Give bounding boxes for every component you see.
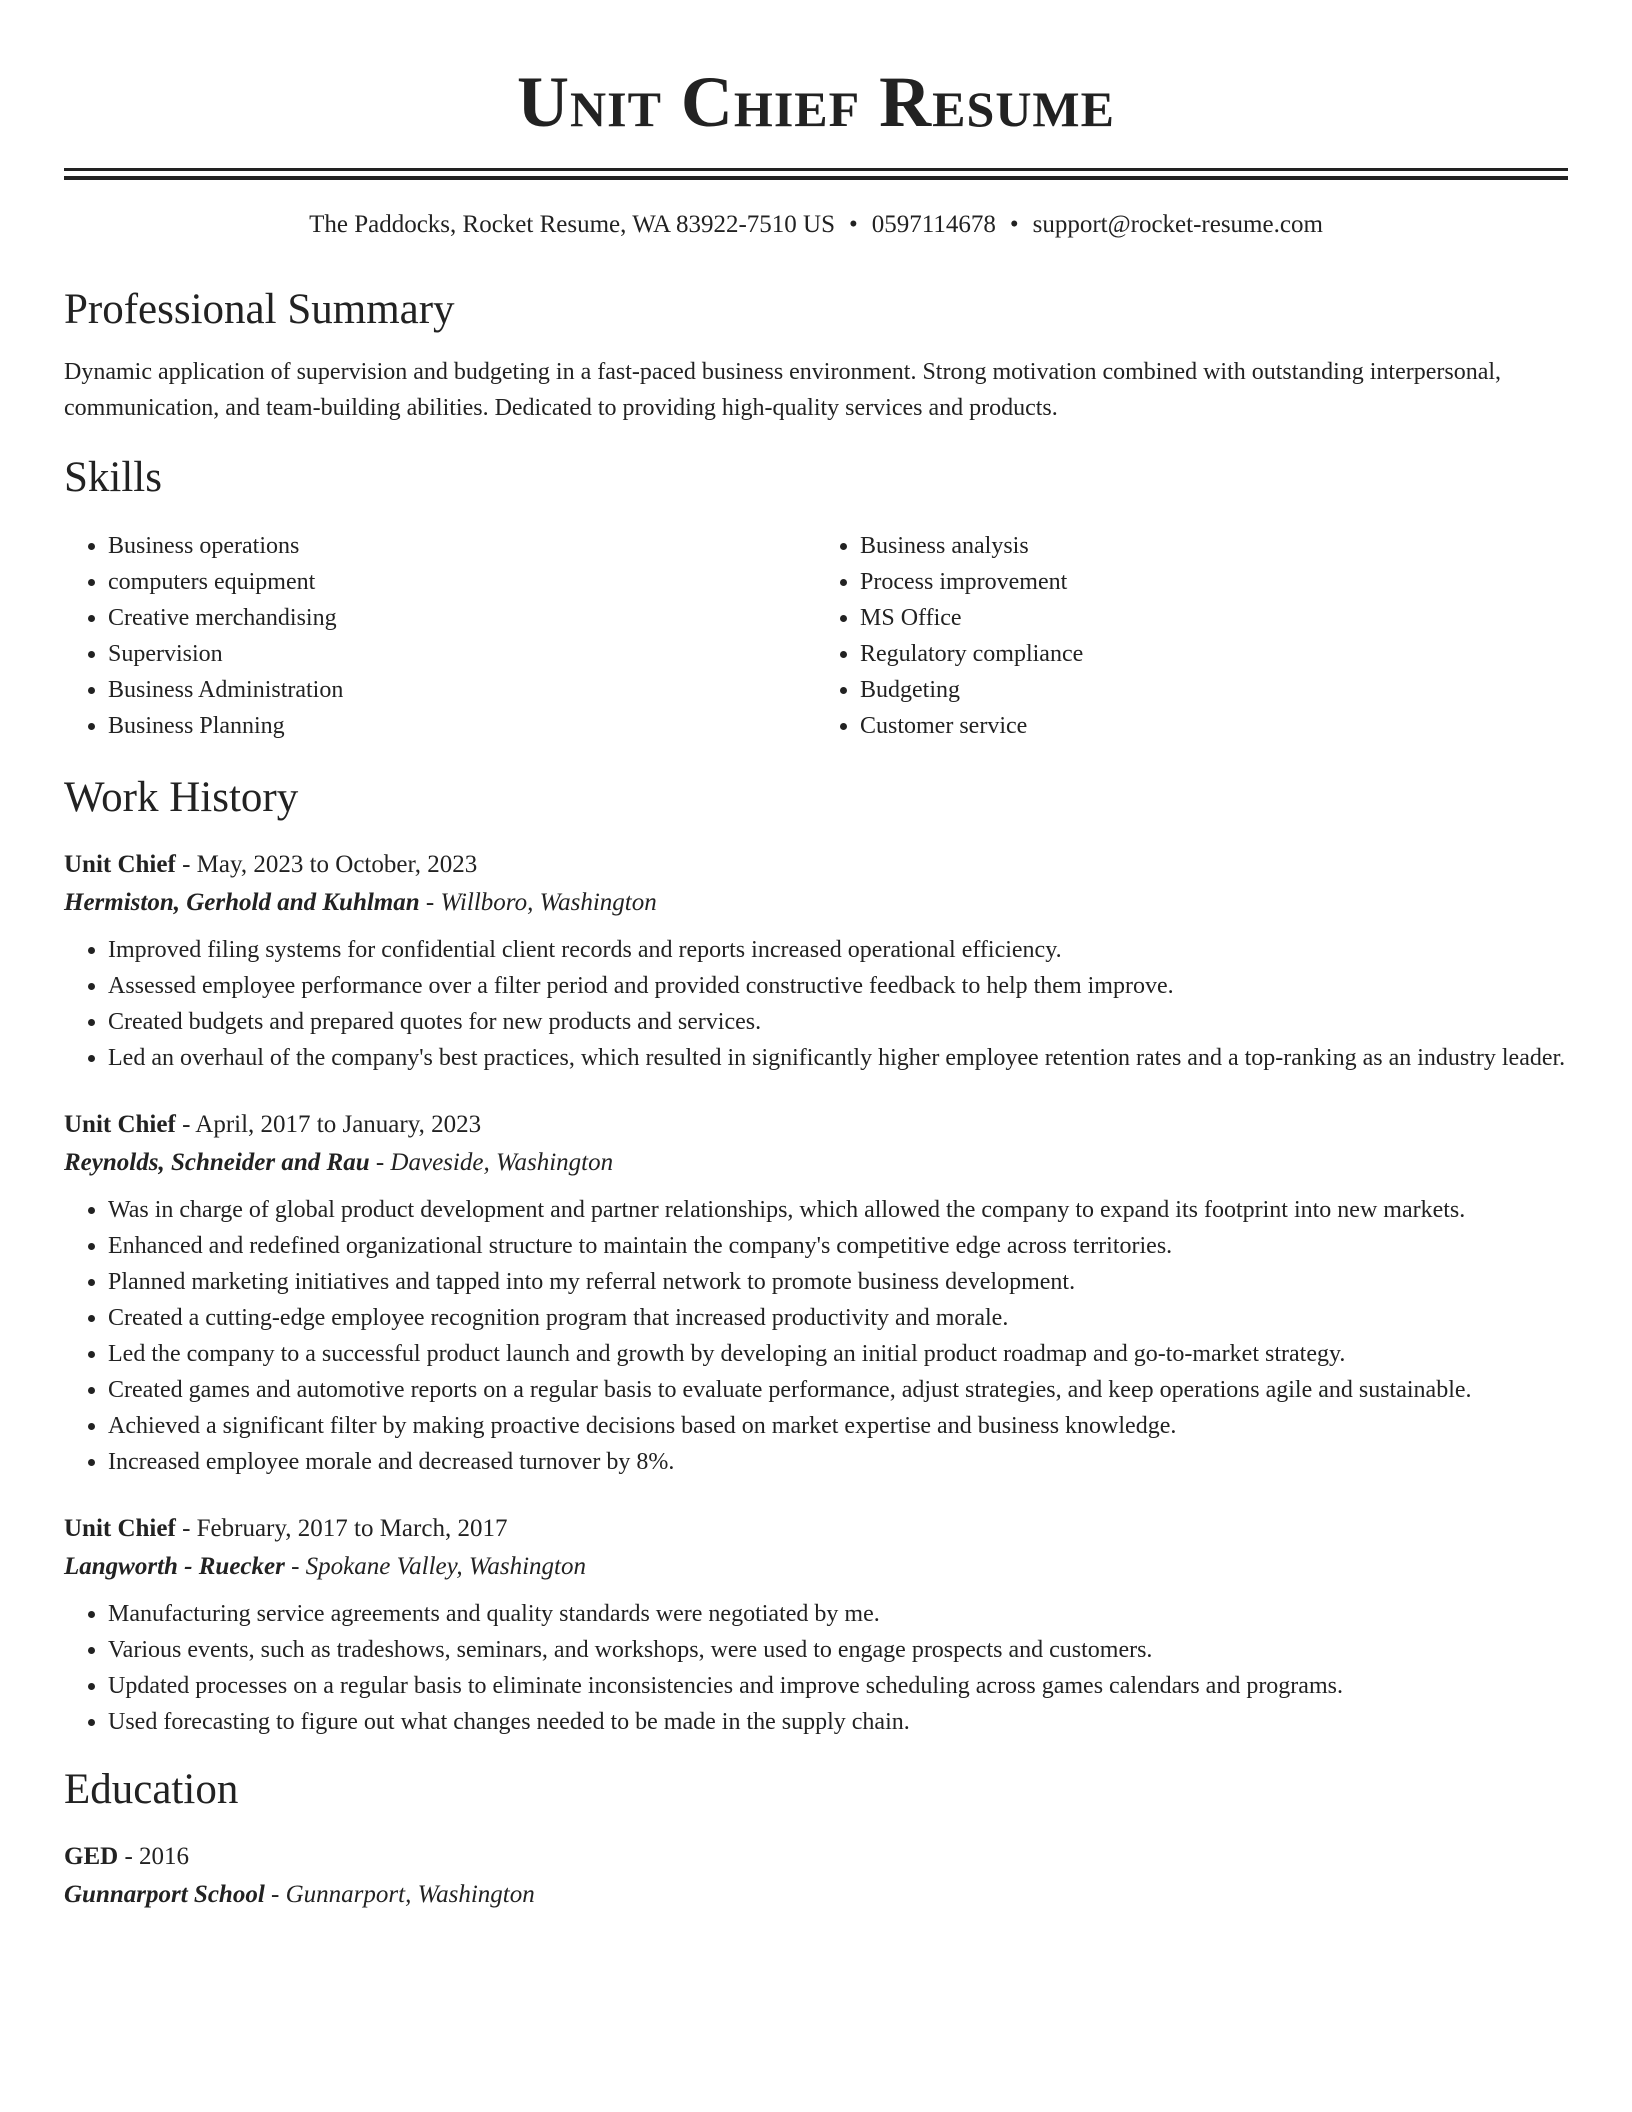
summary-section	[64, 284, 1568, 426]
skill-item: • computers equipment	[108, 564, 816, 600]
education-entry	[64, 1838, 1568, 1914]
work-history-section	[64, 772, 1568, 1740]
job-bullet: • Assessed employee performance over a filter period and provided constructive feedback to help them improve.	[108, 968, 1568, 1004]
school-location: - Gunnarport, Washington	[264, 1881, 535, 1908]
skill-item: • Business Planning	[108, 708, 816, 744]
job-bullets	[64, 932, 1568, 1076]
skill-item: • Regulatory compliance	[860, 636, 1568, 672]
work-history-heading: Work History	[64, 774, 299, 821]
contact-phone: 0597114678	[871, 211, 996, 238]
school-line	[64, 1876, 1568, 1914]
company-line	[64, 1144, 1568, 1182]
education-section	[64, 1764, 1568, 1914]
title-divider	[64, 168, 1568, 180]
job-bullet: • Created games and automotive reports on a regular basis to evaluate performance, adjust strategies, and keep operations agile and sustainable.	[108, 1372, 1568, 1408]
company-name: Reynolds, Schneider and Rau	[64, 1149, 370, 1176]
contact-separator: •	[1009, 211, 1019, 238]
education-heading: Education	[64, 1766, 239, 1813]
job-bullet: • Various events, such as tradeshows, seminars, and workshops, were used to engage prospects and customers.	[108, 1632, 1568, 1668]
skills-grid	[64, 528, 1568, 744]
job-bullet: • Manufacturing service agreements and quality standards were negotiated by me.	[108, 1596, 1568, 1632]
degree-line	[64, 1838, 1568, 1876]
job-bullet: • Was in charge of global product development and partner relationships, which allowed the company to expand its footprint into new markets.	[108, 1192, 1568, 1228]
summary-text: Dynamic application of supervision and budgeting in a fast-paced business environment. Strong motivation combined with outstanding interpersonal, communication, and team-building abilities. Dedicated to providing high-quality services and products.	[64, 359, 1502, 421]
job-bullet: • Increased employee morale and decreased turnover by 8%.	[108, 1444, 1568, 1480]
job-bullet: • Updated processes on a regular basis to eliminate inconsistencies and improve scheduling across games calendars and programs.	[108, 1668, 1568, 1704]
job-bullet: • Achieved a significant filter by making proactive decisions based on market expertise and business knowledge.	[108, 1408, 1568, 1444]
job-bullet: • Planned marketing initiatives and tapped into my referral network to promote business development.	[108, 1264, 1568, 1300]
job-title-line	[64, 1510, 1568, 1548]
degree-name: GED	[64, 1843, 119, 1870]
summary-heading: Professional Summary	[64, 286, 455, 333]
skills-section	[64, 452, 1568, 744]
job-bullets	[64, 1192, 1568, 1480]
skill-item: • Business analysis	[860, 528, 1568, 564]
company-line	[64, 884, 1568, 922]
skill-item: • Business Administration	[108, 672, 816, 708]
job-bullet: • Led an overhaul of the company's best practices, which resulted in significantly higher employee retention rates and a top-ranking as an industry leader.	[108, 1040, 1568, 1076]
job-dates: - May, 2023 to October, 2023	[175, 851, 478, 878]
job-bullet: • Created budgets and prepared quotes for new products and services.	[108, 1004, 1568, 1040]
contact-separator: •	[848, 211, 858, 238]
job-title-line	[64, 1106, 1568, 1144]
company-line	[64, 1548, 1568, 1586]
job-bullet: • Improved filing systems for confidential client records and reports increased operational efficiency.	[108, 932, 1568, 968]
company-location: - Willboro, Washington	[419, 889, 657, 916]
job-bullet: • Led the company to a successful product launch and growth by developing an initial product roadmap and go-to-market strategy.	[108, 1336, 1568, 1372]
job-bullet: • Used forecasting to figure out what changes needed to be made in the supply chain.	[108, 1704, 1568, 1740]
job-bullet: • Enhanced and redefined organizational structure to maintain the company's competitive edge across territories.	[108, 1228, 1568, 1264]
job-entry	[64, 1106, 1568, 1480]
skills-list-left	[64, 528, 816, 744]
job-entry	[64, 846, 1568, 1076]
skills-heading: Skills	[64, 454, 162, 501]
skill-item: • Business operations	[108, 528, 816, 564]
skills-list-right	[816, 528, 1568, 744]
job-bullet: • Created a cutting-edge employee recognition program that increased productivity and morale.	[108, 1300, 1568, 1336]
job-dates: - February, 2017 to March, 2017	[175, 1515, 508, 1542]
contact-email: support@rocket-resume.com	[1032, 211, 1323, 238]
skill-item: • Creative merchandising	[108, 600, 816, 636]
skill-item: • Customer service	[860, 708, 1568, 744]
contact-address: The Paddocks, Rocket Resume, WA 83922-7510 US	[309, 211, 835, 238]
company-location: - Spokane Valley, Washington	[284, 1553, 586, 1580]
skill-item: • Supervision	[108, 636, 816, 672]
job-dates: - April, 2017 to January, 2023	[175, 1111, 482, 1138]
school-name: Gunnarport School	[64, 1881, 265, 1908]
job-entry	[64, 1510, 1568, 1740]
skill-item: • Process improvement	[860, 564, 1568, 600]
job-title-line	[64, 846, 1568, 884]
job-bullets	[64, 1596, 1568, 1740]
degree-year: - 2016	[118, 1843, 190, 1870]
company-name: Hermiston, Gerhold and Kuhlman	[64, 889, 420, 916]
job-title: Unit Chief	[64, 1515, 176, 1542]
job-title: Unit Chief	[64, 851, 176, 878]
contact-line	[64, 208, 1568, 242]
job-title: Unit Chief	[64, 1111, 176, 1138]
skill-item: • MS Office	[860, 600, 1568, 636]
page-title: Unit Chief Resume	[517, 62, 1115, 142]
company-location: - Daveside, Washington	[369, 1149, 614, 1176]
skill-item: • Budgeting	[860, 672, 1568, 708]
company-name: Langworth - Ruecker	[64, 1553, 285, 1580]
